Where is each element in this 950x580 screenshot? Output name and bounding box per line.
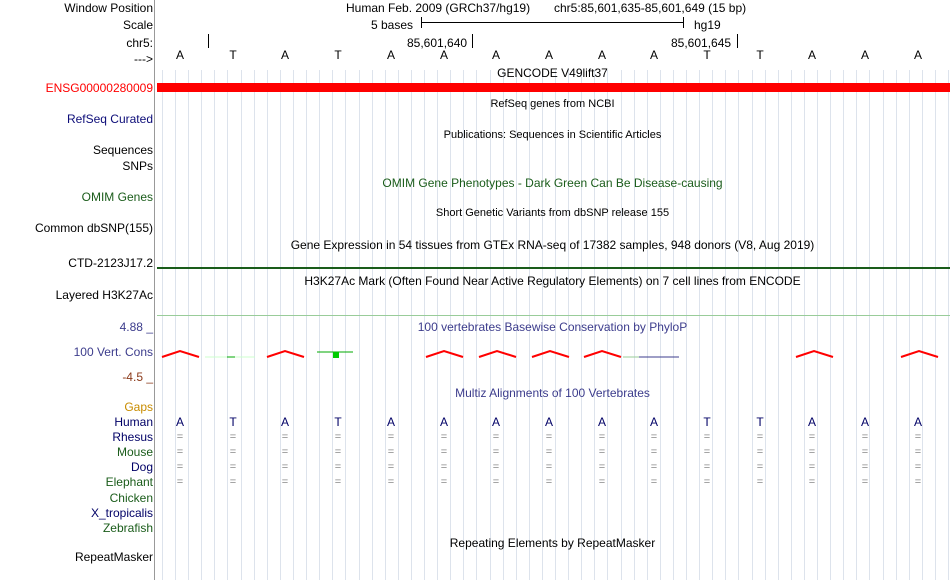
conservation-peak-8 <box>901 351 938 357</box>
human-base: A <box>439 415 448 429</box>
snps-track-label[interactable]: SNPs <box>122 159 153 173</box>
scale-text: 5 bases <box>371 18 414 32</box>
phylop-track-label[interactable]: 100 Vert. Cons <box>73 345 153 359</box>
gtex-gene-label[interactable]: CTD-2123J17.2 <box>68 256 153 270</box>
aligned-base-match: = <box>334 446 342 458</box>
aligned-base-match: = <box>914 431 922 443</box>
aligned-base-match: = <box>440 461 448 473</box>
coord-tick-2 <box>737 34 738 48</box>
strand-arrow-label[interactable]: ---> <box>134 52 153 66</box>
aligned-base-match: = <box>598 476 606 488</box>
base-letter: A <box>175 48 184 62</box>
aligned-base-match: = <box>229 431 237 443</box>
gtex-track-title[interactable]: Gene Expression in 54 tissues from GTEx RNA-seq of 17382 samples, 948 donors (V8, Aug 2019) <box>290 238 815 252</box>
aligned-base-match: = <box>387 476 395 488</box>
human-base: T <box>703 415 711 429</box>
aligned-base-match: = <box>229 461 237 473</box>
human-base: A <box>860 415 869 429</box>
base-letter: A <box>491 48 500 62</box>
human-base: A <box>491 415 500 429</box>
coord-label-2: 85,601,645 <box>671 36 732 50</box>
aligned-base-match: = <box>545 446 553 458</box>
repeatmasker-track-title[interactable]: Repeating Elements by RepeatMasker <box>449 536 656 550</box>
human-base: T <box>756 415 764 429</box>
base-letter: T <box>334 48 342 62</box>
refseq-track-title[interactable]: RefSeq genes from NCBI <box>490 98 615 110</box>
base-letter: T <box>229 48 237 62</box>
species-label[interactable]: Zebrafish <box>102 521 153 535</box>
human-base: A <box>807 415 816 429</box>
refseq-track-label[interactable]: RefSeq Curated <box>66 112 153 126</box>
base-letter: T <box>756 48 764 62</box>
conservation-peak-5 <box>532 351 569 357</box>
aligned-base-match: = <box>808 476 816 488</box>
aligned-base-match: = <box>808 431 816 443</box>
repeatmasker-track-label[interactable]: RepeatMasker <box>74 550 153 564</box>
base-letter: A <box>649 48 658 62</box>
gaps-label[interactable]: Gaps <box>124 400 153 414</box>
base-letter: A <box>860 48 869 62</box>
phylop-conservation-plot[interactable] <box>155 340 950 370</box>
scale-bar <box>421 17 684 28</box>
base-letter: A <box>280 48 289 62</box>
aligned-base-match: = <box>650 431 658 443</box>
aligned-base-match: = <box>281 476 289 488</box>
publications-track-title[interactable]: Publications: Sequences in Scientific Articles <box>443 129 662 141</box>
aligned-base-match: = <box>334 461 342 473</box>
assembly-text: Human Feb. 2009 (GRCh37/hg19) <box>346 1 531 15</box>
aligned-base-match: = <box>440 446 448 458</box>
h3k27ac-track-label[interactable]: Layered H3K27Ac <box>55 288 153 302</box>
scale-label[interactable]: Scale <box>122 18 153 32</box>
window-position-label: Window Position <box>64 1 153 15</box>
aligned-base-match: = <box>492 446 500 458</box>
aligned-base-match: = <box>914 461 922 473</box>
aligned-base-match: = <box>756 461 764 473</box>
conservation-peak-6 <box>584 351 621 357</box>
species-label[interactable]: Elephant <box>105 475 153 489</box>
base-letter: A <box>913 48 922 62</box>
aligned-base-match: = <box>545 431 553 443</box>
species-label[interactable]: Rhesus <box>112 430 153 444</box>
species-label[interactable]: Chicken <box>109 491 153 505</box>
aligned-base-match: = <box>229 476 237 488</box>
aligned-base-match: = <box>861 446 869 458</box>
aligned-base-match: = <box>756 431 764 443</box>
aligned-base-match: = <box>281 431 289 443</box>
aligned-base-match: = <box>808 446 816 458</box>
base-letter: A <box>597 48 606 62</box>
aligned-base-match: = <box>703 431 711 443</box>
human-base: T <box>334 415 342 429</box>
species-label[interactable]: Dog <box>130 460 153 474</box>
coord-tick-1 <box>472 34 473 48</box>
base-letter: A <box>807 48 816 62</box>
base-letter: T <box>703 48 711 62</box>
human-base: A <box>175 415 184 429</box>
human-base: T <box>229 415 237 429</box>
aligned-base-match: = <box>861 431 869 443</box>
aligned-base-match: = <box>492 476 500 488</box>
conservation-green-bar <box>333 352 339 358</box>
aligned-base-match: = <box>756 446 764 458</box>
coord-tick-left <box>208 34 209 48</box>
aligned-base-match: = <box>440 476 448 488</box>
human-base: A <box>386 415 395 429</box>
h3k27ac-signal-line <box>157 315 950 316</box>
human-base: A <box>597 415 606 429</box>
human-base: A <box>913 415 922 429</box>
phylop-max-value: 4.88 _ <box>119 320 153 334</box>
aligned-base-match: = <box>440 431 448 443</box>
aligned-base-match: = <box>387 446 395 458</box>
human-base: A <box>280 415 289 429</box>
aligned-base-match: = <box>387 431 395 443</box>
aligned-base-match: = <box>914 476 922 488</box>
dbsnp-track-label[interactable]: Common dbSNP(155) <box>34 221 153 235</box>
aligned-base-match: = <box>229 446 237 458</box>
aligned-base-match: = <box>281 446 289 458</box>
aligned-base-match: = <box>176 461 184 473</box>
omim-track-title[interactable]: OMIM Gene Phenotypes - Dark Green Can Be Disease-causing <box>382 176 723 190</box>
label-separator <box>154 0 155 580</box>
sequences-track-label[interactable]: Sequences <box>92 143 153 157</box>
conservation-peak-4 <box>479 351 516 357</box>
gencode-gene-bar[interactable] <box>157 83 950 92</box>
aligned-base-match: = <box>492 431 500 443</box>
conservation-peak-1 <box>162 351 199 357</box>
aligned-base-match: = <box>703 476 711 488</box>
base-letter: A <box>386 48 395 62</box>
db-text: hg19 <box>694 18 721 32</box>
aligned-base-match: = <box>861 476 869 488</box>
aligned-base-match: = <box>808 461 816 473</box>
multiz-track-title[interactable]: Multiz Alignments of 100 Vertebrates <box>455 386 650 400</box>
coord-label-1: 85,601,640 <box>407 36 468 50</box>
aligned-base-match: = <box>545 461 553 473</box>
phylop-track-title[interactable]: 100 vertebrates Basewise Conservation by PhyloP <box>417 320 688 334</box>
aligned-base-match: = <box>598 446 606 458</box>
aligned-base-match: = <box>650 446 658 458</box>
aligned-base-match: = <box>598 431 606 443</box>
species-label[interactable]: Mouse <box>116 445 153 459</box>
aligned-base-match: = <box>387 461 395 473</box>
dbsnp-track-title[interactable]: Short Genetic Variants from dbSNP release 155 <box>435 207 670 219</box>
aligned-base-match: = <box>545 476 553 488</box>
aligned-base-match: = <box>598 461 606 473</box>
aligned-base-match: = <box>334 431 342 443</box>
aligned-base-match: = <box>492 461 500 473</box>
position-text: chr5:85,601,635-85,601,649 (15 bp) <box>554 1 747 15</box>
gencode-gene-label[interactable]: ENSG00000280009 <box>45 81 153 95</box>
aligned-base-match: = <box>650 461 658 473</box>
aligned-base-match: = <box>650 476 658 488</box>
species-label[interactable]: X_tropicalis <box>90 506 153 520</box>
chrom-label[interactable]: chr5: <box>126 36 153 50</box>
conservation-peak-7 <box>796 351 833 357</box>
base-letter: A <box>439 48 448 62</box>
aligned-base-match: = <box>176 476 184 488</box>
gtex-expression-bar[interactable] <box>157 267 950 269</box>
human-base: A <box>649 415 658 429</box>
h3k27ac-track-title[interactable]: H3K27Ac Mark (Often Found Near Active Regulatory Elements) on 7 cell lines from ENCODE <box>304 274 801 288</box>
conservation-peak-3 <box>426 351 463 357</box>
aligned-base-match: = <box>703 461 711 473</box>
phylop-min-value: -4.5 _ <box>122 370 153 384</box>
gencode-track-title[interactable]: GENCODE V49lift37 <box>497 66 608 80</box>
aligned-base-match: = <box>914 446 922 458</box>
aligned-base-match: = <box>176 446 184 458</box>
aligned-base-match: = <box>176 431 184 443</box>
human-base: A <box>544 415 553 429</box>
aligned-base-match: = <box>861 461 869 473</box>
aligned-base-match: = <box>703 446 711 458</box>
base-letter: A <box>544 48 553 62</box>
species-label[interactable]: Human <box>114 415 153 429</box>
aligned-base-match: = <box>281 461 289 473</box>
omim-track-label[interactable]: OMIM Genes <box>81 190 153 204</box>
aligned-base-match: = <box>756 476 764 488</box>
conservation-peak-2 <box>267 351 304 357</box>
aligned-base-match: = <box>334 476 342 488</box>
